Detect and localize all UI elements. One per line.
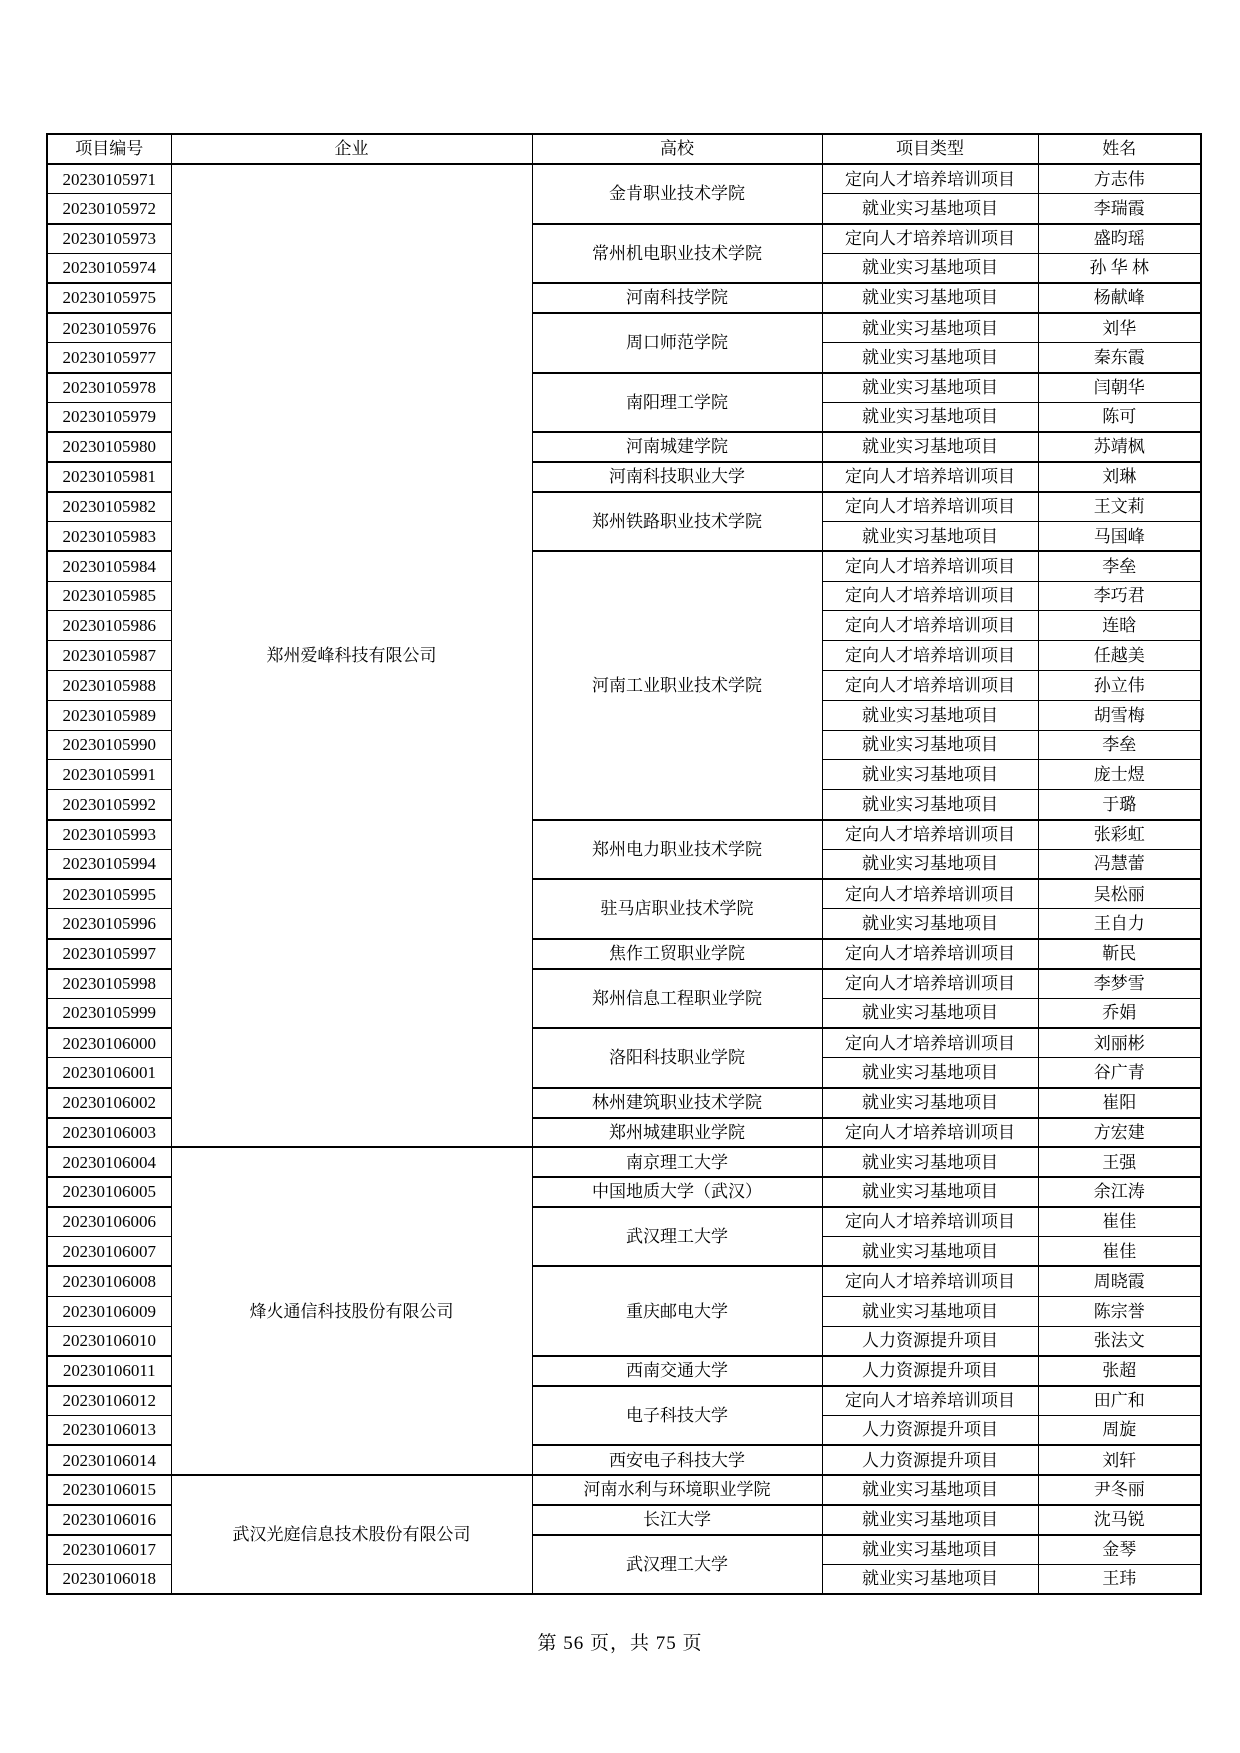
cell-project-id: 20230106014	[47, 1445, 171, 1475]
cell-project-id: 20230106003	[47, 1118, 171, 1148]
cell-person-name: 李巧君	[1038, 581, 1201, 611]
cell-person-name: 胡雪梅	[1038, 700, 1201, 730]
cell-project-type: 就业实习基地项目	[822, 730, 1038, 760]
cell-person-name: 孙立伟	[1038, 671, 1201, 701]
cell-university: 驻马店职业技术学院	[532, 879, 822, 939]
projects-table	[46, 133, 1202, 1595]
cell-university: 南京理工大学	[532, 1147, 822, 1177]
cell-project-type: 就业实习基地项目	[822, 909, 1038, 939]
cell-project-id: 20230105987	[47, 641, 171, 671]
cell-project-id: 20230106000	[47, 1028, 171, 1058]
cell-project-id: 20230105999	[47, 998, 171, 1028]
cell-university: 郑州铁路职业技术学院	[532, 492, 822, 552]
cell-project-type: 就业实习基地项目	[822, 402, 1038, 432]
cell-university: 电子科技大学	[532, 1386, 822, 1446]
cell-person-name: 吴松丽	[1038, 879, 1201, 909]
cell-university: 河南科技职业大学	[532, 462, 822, 492]
cell-project-id: 20230106015	[47, 1475, 171, 1505]
cell-project-type: 定向人才培养培训项目	[822, 1118, 1038, 1148]
cell-project-type: 就业实习基地项目	[822, 313, 1038, 343]
cell-person-name: 盛昀瑶	[1038, 224, 1201, 254]
cell-project-id: 20230106004	[47, 1147, 171, 1177]
cell-university: 中国地质大学（武汉）	[532, 1177, 822, 1207]
cell-person-name: 王强	[1038, 1147, 1201, 1177]
cell-university: 河南城建学院	[532, 432, 822, 462]
cell-project-type: 就业实习基地项目	[822, 522, 1038, 552]
cell-project-id: 20230105993	[47, 820, 171, 850]
cell-project-type: 人力资源提升项目	[822, 1445, 1038, 1475]
cell-project-id: 20230106018	[47, 1564, 171, 1594]
cell-person-name: 张法文	[1038, 1326, 1201, 1356]
cell-person-name: 于璐	[1038, 790, 1201, 820]
cell-person-name: 刘丽彬	[1038, 1028, 1201, 1058]
cell-person-name: 张彩虹	[1038, 820, 1201, 850]
cell-project-id: 20230106005	[47, 1177, 171, 1207]
cell-project-id: 20230105983	[47, 522, 171, 552]
cell-project-id: 20230105982	[47, 492, 171, 522]
cell-project-id: 20230105990	[47, 730, 171, 760]
cell-enterprise: 烽火通信科技股份有限公司	[171, 1147, 532, 1475]
cell-person-name: 连晗	[1038, 611, 1201, 641]
cell-project-id: 20230106011	[47, 1356, 171, 1386]
cell-project-type: 定向人才培养培训项目	[822, 462, 1038, 492]
cell-person-name: 田广和	[1038, 1386, 1201, 1416]
cell-person-name: 陈可	[1038, 402, 1201, 432]
col-header-person-name: 姓名	[1038, 134, 1201, 164]
cell-university: 郑州电力职业技术学院	[532, 820, 822, 880]
cell-project-id: 20230106002	[47, 1088, 171, 1118]
cell-person-name: 李梦雪	[1038, 969, 1201, 999]
cell-project-id: 20230105979	[47, 402, 171, 432]
cell-person-name: 谷广青	[1038, 1058, 1201, 1088]
cell-person-name: 李垒	[1038, 551, 1201, 581]
cell-project-type: 定向人才培养培训项目	[822, 671, 1038, 701]
table-header-row	[47, 134, 1201, 164]
cell-person-name: 尹冬丽	[1038, 1475, 1201, 1505]
cell-person-name: 方宏建	[1038, 1118, 1201, 1148]
cell-project-type: 定向人才培养培训项目	[822, 1028, 1038, 1058]
cell-university: 林州建筑职业技术学院	[532, 1088, 822, 1118]
cell-project-type: 就业实习基地项目	[822, 194, 1038, 224]
cell-person-name: 崔佳	[1038, 1207, 1201, 1237]
cell-person-name: 冯慧蕾	[1038, 849, 1201, 879]
col-header-project-type: 项目类型	[822, 134, 1038, 164]
cell-project-type: 定向人才培养培训项目	[822, 641, 1038, 671]
cell-project-type: 就业实习基地项目	[822, 253, 1038, 283]
cell-project-type: 就业实习基地项目	[822, 1147, 1038, 1177]
cell-person-name: 金琴	[1038, 1535, 1201, 1565]
cell-project-id: 20230106001	[47, 1058, 171, 1088]
cell-project-id: 20230105980	[47, 432, 171, 462]
cell-person-name: 李垒	[1038, 730, 1201, 760]
cell-project-id: 20230105997	[47, 939, 171, 969]
table-header	[47, 134, 1201, 164]
cell-university: 武汉理工大学	[532, 1207, 822, 1267]
cell-person-name: 刘华	[1038, 313, 1201, 343]
cell-university: 常州机电职业技术学院	[532, 224, 822, 284]
cell-project-id: 20230105992	[47, 790, 171, 820]
cell-project-type: 定向人才培养培训项目	[822, 611, 1038, 641]
cell-project-id: 20230105981	[47, 462, 171, 492]
cell-project-type: 就业实习基地项目	[822, 1475, 1038, 1505]
cell-university: 武汉理工大学	[532, 1535, 822, 1595]
cell-project-type: 就业实习基地项目	[822, 1505, 1038, 1535]
cell-project-id: 20230105977	[47, 343, 171, 373]
cell-project-type: 就业实习基地项目	[822, 1535, 1038, 1565]
cell-university: 郑州信息工程职业学院	[532, 969, 822, 1029]
cell-project-id: 20230105978	[47, 373, 171, 403]
table-body	[47, 164, 1201, 1594]
cell-person-name: 杨献峰	[1038, 283, 1201, 313]
cell-person-name: 余江涛	[1038, 1177, 1201, 1207]
cell-person-name: 马国峰	[1038, 522, 1201, 552]
cell-project-id: 20230105998	[47, 969, 171, 999]
cell-person-name: 刘轩	[1038, 1445, 1201, 1475]
cell-person-name: 王玮	[1038, 1564, 1201, 1594]
cell-project-id: 20230106007	[47, 1237, 171, 1267]
cell-person-name: 王文莉	[1038, 492, 1201, 522]
cell-university: 焦作工贸职业学院	[532, 939, 822, 969]
cell-university: 周口师范学院	[532, 313, 822, 373]
cell-project-type: 就业实习基地项目	[822, 343, 1038, 373]
cell-project-id: 20230105985	[47, 581, 171, 611]
cell-person-name: 方志伟	[1038, 164, 1201, 194]
cell-university: 洛阳科技职业学院	[532, 1028, 822, 1088]
cell-person-name: 靳民	[1038, 939, 1201, 969]
cell-person-name: 崔佳	[1038, 1237, 1201, 1267]
cell-project-id: 20230105972	[47, 194, 171, 224]
cell-person-name: 庞士煜	[1038, 760, 1201, 790]
table-row	[47, 164, 1201, 194]
cell-project-type: 定向人才培养培训项目	[822, 1386, 1038, 1416]
cell-project-type: 就业实习基地项目	[822, 1058, 1038, 1088]
cell-project-id: 20230105986	[47, 611, 171, 641]
cell-project-type: 定向人才培养培训项目	[822, 969, 1038, 999]
col-header-enterprise: 企业	[171, 134, 532, 164]
cell-project-type: 定向人才培养培训项目	[822, 1266, 1038, 1296]
col-header-project-id: 项目编号	[47, 134, 171, 164]
cell-project-id: 20230105976	[47, 313, 171, 343]
cell-university: 西安电子科技大学	[532, 1445, 822, 1475]
cell-project-type: 就业实习基地项目	[822, 373, 1038, 403]
cell-project-type: 就业实习基地项目	[822, 1177, 1038, 1207]
cell-project-id: 20230106012	[47, 1386, 171, 1416]
cell-project-type: 定向人才培养培训项目	[822, 224, 1038, 254]
cell-project-type: 就业实习基地项目	[822, 1564, 1038, 1594]
cell-project-type: 就业实习基地项目	[822, 998, 1038, 1028]
table-row	[47, 1147, 1201, 1177]
cell-project-id: 20230105973	[47, 224, 171, 254]
cell-person-name: 李瑞霞	[1038, 194, 1201, 224]
cell-person-name: 沈马锐	[1038, 1505, 1201, 1535]
cell-university: 河南工业职业技术学院	[532, 551, 822, 819]
cell-enterprise: 郑州爱峰科技有限公司	[171, 164, 532, 1147]
cell-project-id: 20230106013	[47, 1415, 171, 1445]
cell-project-id: 20230105994	[47, 849, 171, 879]
cell-university: 郑州城建职业学院	[532, 1118, 822, 1148]
cell-project-type: 就业实习基地项目	[822, 1088, 1038, 1118]
cell-person-name: 崔阳	[1038, 1088, 1201, 1118]
cell-project-id: 20230105989	[47, 700, 171, 730]
cell-project-type: 人力资源提升项目	[822, 1356, 1038, 1386]
cell-project-type: 定向人才培养培训项目	[822, 1207, 1038, 1237]
page-number: 第 56 页，共 75 页	[537, 1633, 703, 1654]
cell-project-id: 20230105996	[47, 909, 171, 939]
cell-project-type: 定向人才培养培训项目	[822, 492, 1038, 522]
cell-university: 河南科技学院	[532, 283, 822, 313]
cell-project-type: 就业实习基地项目	[822, 432, 1038, 462]
cell-project-id: 20230105975	[47, 283, 171, 313]
cell-project-type: 就业实习基地项目	[822, 283, 1038, 313]
cell-person-name: 陈宗誉	[1038, 1296, 1201, 1326]
cell-project-id: 20230105988	[47, 671, 171, 701]
cell-person-name: 闫朝华	[1038, 373, 1201, 403]
cell-project-id: 20230105974	[47, 253, 171, 283]
cell-university: 河南水利与环境职业学院	[532, 1475, 822, 1505]
cell-project-type: 定向人才培养培训项目	[822, 820, 1038, 850]
cell-project-id: 20230106008	[47, 1266, 171, 1296]
cell-university: 南阳理工学院	[532, 373, 822, 433]
cell-project-type: 就业实习基地项目	[822, 760, 1038, 790]
cell-project-id: 20230105991	[47, 760, 171, 790]
cell-person-name: 孙 华 林	[1038, 253, 1201, 283]
cell-project-type: 定向人才培养培训项目	[822, 551, 1038, 581]
cell-project-type: 人力资源提升项目	[822, 1415, 1038, 1445]
cell-project-type: 就业实习基地项目	[822, 1296, 1038, 1326]
cell-person-name: 刘琳	[1038, 462, 1201, 492]
cell-project-id: 20230105995	[47, 879, 171, 909]
cell-person-name: 秦东霞	[1038, 343, 1201, 373]
cell-person-name: 周晓霞	[1038, 1266, 1201, 1296]
cell-project-id: 20230105984	[47, 551, 171, 581]
col-header-university: 高校	[532, 134, 822, 164]
cell-person-name: 王自力	[1038, 909, 1201, 939]
cell-person-name: 苏靖枫	[1038, 432, 1201, 462]
cell-university: 金肯职业技术学院	[532, 164, 822, 224]
cell-person-name: 周旋	[1038, 1415, 1201, 1445]
cell-project-id: 20230106016	[47, 1505, 171, 1535]
cell-enterprise: 武汉光庭信息技术股份有限公司	[171, 1475, 532, 1594]
cell-project-type: 就业实习基地项目	[822, 849, 1038, 879]
table-row	[47, 1475, 1201, 1505]
cell-project-id: 20230106009	[47, 1296, 171, 1326]
cell-person-name: 任越美	[1038, 641, 1201, 671]
cell-project-type: 就业实习基地项目	[822, 700, 1038, 730]
cell-project-type: 定向人才培养培训项目	[822, 879, 1038, 909]
cell-person-name: 乔娟	[1038, 998, 1201, 1028]
cell-project-type: 定向人才培养培训项目	[822, 939, 1038, 969]
cell-project-type: 就业实习基地项目	[822, 790, 1038, 820]
cell-project-type: 人力资源提升项目	[822, 1326, 1038, 1356]
cell-project-type: 定向人才培养培训项目	[822, 581, 1038, 611]
cell-project-id: 20230105971	[47, 164, 171, 194]
cell-person-name: 张超	[1038, 1356, 1201, 1386]
cell-university: 长江大学	[532, 1505, 822, 1535]
cell-project-id: 20230106006	[47, 1207, 171, 1237]
cell-project-type: 就业实习基地项目	[822, 1237, 1038, 1267]
cell-university: 西南交通大学	[532, 1356, 822, 1386]
cell-project-id: 20230106017	[47, 1535, 171, 1565]
cell-project-id: 20230106010	[47, 1326, 171, 1356]
cell-project-type: 定向人才培养培训项目	[822, 164, 1038, 194]
cell-university: 重庆邮电大学	[532, 1266, 822, 1355]
